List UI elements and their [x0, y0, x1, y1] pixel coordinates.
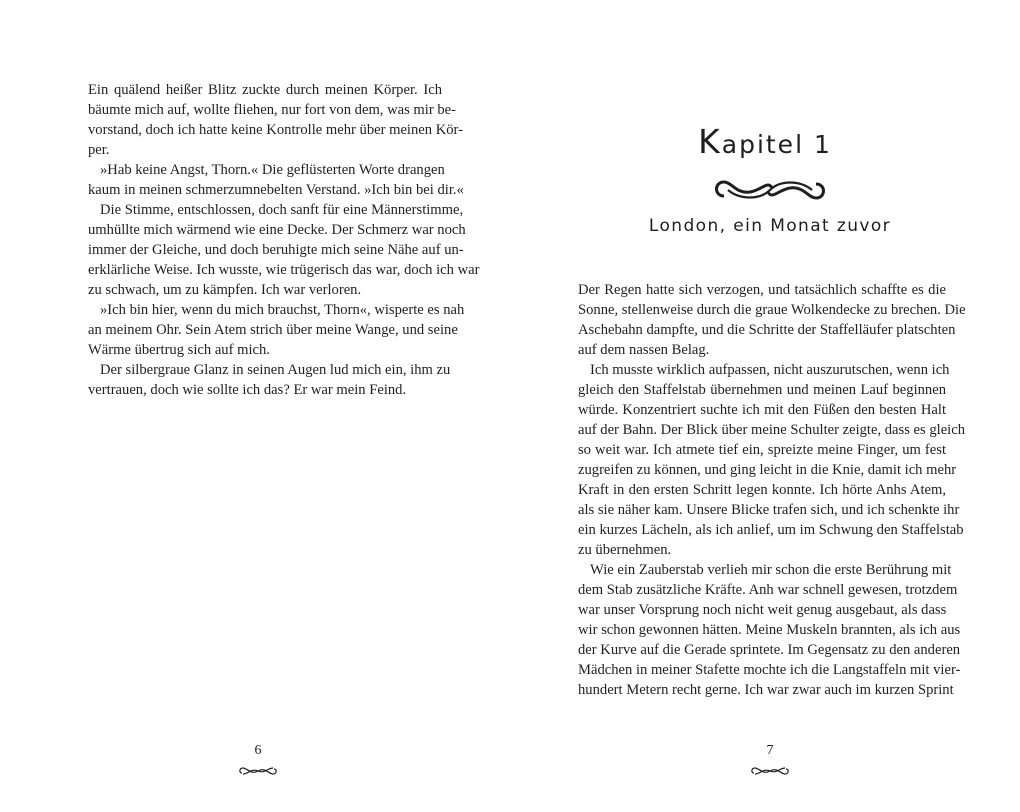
text-line: Der silbergraue Glanz in seinen Augen lud mich ein, ihm zu — [100, 362, 451, 378]
text-line: zu schwach, um zu kämpfen. Ich war verloren. — [88, 282, 362, 298]
text-line: zugreifen zu können, und ging leicht in die Knie, damit ich mehr — [578, 462, 957, 478]
text-line: an meinem Ohr. Sein Atem strich über meine Wange, und seine — [88, 322, 458, 338]
text-line: Mädchen in meiner Stafette mochte ich die Langstaffeln mit vier- — [578, 662, 961, 678]
text-line: Die Stimme, entschlossen, doch sanft für eine Männerstimme, — [100, 202, 464, 218]
chapter-title-rest: apitel 1 — [721, 130, 832, 159]
text-line: umhüllte mich wärmend wie eine Decke. Der Schmerz war noch — [88, 222, 466, 238]
text-line: auf dem nassen Belag. — [578, 342, 710, 358]
page-number-right: 7 — [766, 743, 774, 758]
text-line: kaum in meinen schmerzumnebelten Verstand. »Ich bin bei dir.« — [88, 182, 464, 198]
text-line: Aschebahn dampfte, und die Schritte der Staffelläufer platschten — [578, 322, 956, 338]
text-line: war unser Vorsprung noch nicht weit genug ausgebaut, als dass — [578, 602, 947, 618]
text-line: dem Stab zusätzliche Kräfte. Anh war schnell gewesen, trotzdem — [578, 582, 958, 598]
text-line: Sonne, stellenweise durch die graue Wolkendecke zu brechen. Die — [578, 302, 966, 318]
text-line: »Hab keine Angst, Thorn.« Die geflüsterten Worte drangen — [100, 162, 445, 178]
text-line: per. — [88, 142, 110, 158]
folio-ornament-icon — [750, 764, 790, 778]
text-line: Der Regen hatte sich verzogen, und tatsächlich schaffte es die — [578, 282, 946, 298]
text-line: zu übernehmen. — [578, 542, 672, 558]
text-line: »Ich bin hier, wenn du mich brauchst, Thorn«, wisperte es nah — [100, 302, 465, 318]
text-line: vorstand, doch ich hatte keine Kontrolle mehr über meinen Kör- — [88, 122, 463, 138]
text-line: Wärme übertrug sich auf mich. — [88, 342, 270, 358]
text-line: als sie näher kam. Unsere Blicke trafen sich, und ich schenkte ihr — [578, 502, 960, 518]
text-line: wir schon gewonnen hätten. Meine Muskeln brannten, als ich aus — [578, 622, 961, 638]
text-line: Ich musste wirklich aufpassen, nicht auszurutschen, wenn ich — [590, 362, 950, 378]
chapter-title — [510, 122, 1020, 161]
text-line: vertrauen, doch wie sollte ich das? Er war mein Feind. — [88, 382, 407, 398]
text-line: immer der Gleiche, und doch beruhigte mich seine Nähe auf un- — [88, 242, 464, 258]
text-line: hundert Metern recht gerne. Ich war zwar auch im kurzen Sprint — [578, 682, 954, 698]
right-body-text — [578, 280, 966, 700]
text-line: gleich den Staffelstab übernehmen und meinen Lauf beginnen — [578, 382, 946, 398]
text-line: auf der Bahn. Der Blick über meine Schulter zeigte, dass es gleich — [578, 422, 966, 438]
folio-ornament-icon — [238, 764, 278, 778]
left-body-text — [88, 80, 480, 400]
text-line: Ein quälend heißer Blitz zuckte durch meinen Körper. Ich — [88, 82, 442, 98]
chapter-ornament-icon — [710, 170, 830, 210]
text-line: bäumte mich auf, wollte fliehen, nur fort von dem, was mir be- — [88, 102, 456, 118]
page-number-left: 6 — [254, 743, 262, 758]
chapter-title-cap: K — [698, 122, 722, 161]
right-page — [510, 0, 1020, 812]
text-line: Kraft in den ersten Schritt legen konnte. Ich hörte Anhs Atem, — [578, 482, 946, 498]
text-line: ein kurzes Lächeln, als ich anlief, um im Schwung den Staffelstab — [578, 522, 964, 538]
text-line: Wie ein Zauberstab verlieh mir schon die erste Berührung mit — [590, 562, 952, 578]
text-line: der Kurve auf die Gerade sprintete. Im Gegensatz zu den anderen — [578, 642, 961, 658]
text-line: erklärliche Weise. Ich wusste, wie trügerisch das war, doch ich war — [88, 262, 480, 278]
text-line: würde. Konzentriert suchte ich mit den Füßen den besten Halt — [578, 402, 946, 418]
text-line: so weit war. Ich atmete tief ein, spreizte meine Finger, um fest — [578, 442, 946, 458]
chapter-subtitle: London, ein Monat zuvor — [648, 216, 892, 236]
